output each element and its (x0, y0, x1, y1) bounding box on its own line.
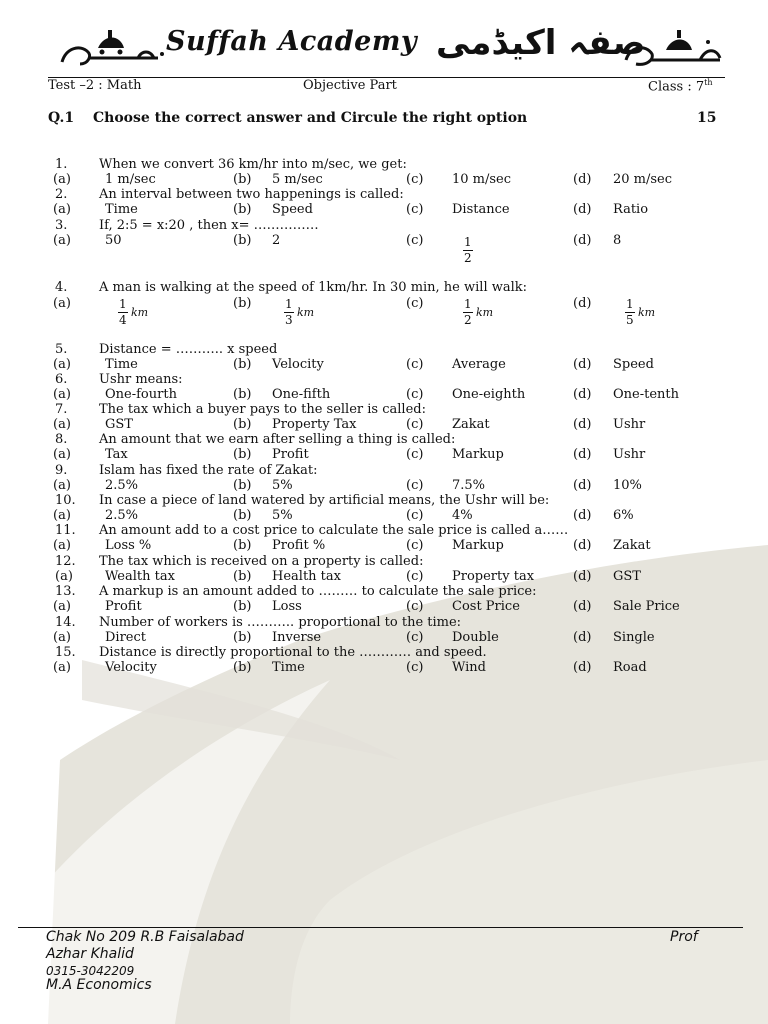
option-text: Profit % (272, 538, 326, 553)
question-number: 2. (55, 187, 68, 202)
class-superscript: th (704, 78, 713, 87)
question-number: 5. (55, 342, 68, 357)
option-text: Direct (105, 630, 146, 645)
question-number: 11. (55, 523, 76, 538)
option-text: One-fifth (272, 387, 331, 402)
question-number: 9. (55, 463, 68, 478)
question-number: 6. (55, 372, 68, 387)
question-number: 1. (55, 157, 68, 172)
option-label: (a) (53, 233, 71, 248)
option-text: Single (613, 630, 655, 645)
option-label: (b) (233, 417, 252, 432)
option-label: (c) (406, 417, 424, 432)
option-text: Property Tax (272, 417, 357, 432)
option-label: (d) (573, 387, 592, 402)
option-text: 2.5% (105, 478, 139, 493)
option-label: (b) (233, 478, 252, 493)
option-text: 1 m/sec (105, 172, 156, 187)
fraction-denominator: 4 (119, 313, 127, 327)
option-text: GST (613, 569, 641, 584)
option-label: (a) (53, 417, 71, 432)
option-label: (a) (53, 660, 71, 675)
option-text: Loss (272, 599, 302, 614)
option-label: (b) (233, 357, 252, 372)
option-label: (a) (53, 387, 71, 402)
question-text: Distance = ……….. x speed (99, 342, 278, 357)
fraction-numerator: 1 (464, 235, 472, 249)
option-text: Road (613, 660, 647, 675)
option-text: Loss % (105, 538, 152, 553)
option-text: Cost Price (452, 599, 520, 614)
option-label: (b) (233, 447, 252, 462)
question-text: Distance is directly proportional to the ………… and speed. (99, 645, 487, 660)
option-label: (d) (573, 447, 592, 462)
option-label: (c) (406, 508, 424, 523)
option-label: (b) (233, 538, 252, 553)
question-text: If, 2:5 = x:20 , then x= …………… (99, 218, 319, 233)
option-label: (c) (406, 233, 424, 248)
option-label: (b) (233, 630, 252, 645)
option-label: (c) (406, 387, 424, 402)
option-label: (d) (573, 357, 592, 372)
question-text: An amount add to a cost price to calculate the sale price is called a…… (99, 523, 569, 538)
section-marks: 15 (697, 110, 717, 126)
option-label: (d) (573, 233, 592, 248)
option-text: Time (105, 202, 138, 217)
option-text: One-tenth (613, 387, 680, 402)
option-text: 20 m/sec (613, 172, 673, 187)
option-label: (c) (406, 538, 424, 553)
option-label: (d) (573, 417, 592, 432)
option-label: (c) (406, 357, 424, 372)
option-text: Profit (272, 447, 309, 462)
footer-title: Prof (670, 929, 698, 945)
option-label: (b) (233, 233, 252, 248)
option-text: Velocity (105, 660, 157, 675)
question-text: An interval between two happenings is called: (99, 187, 404, 202)
option-label: (c) (406, 172, 424, 187)
option-label: (a) (53, 296, 71, 311)
test-label: Test –2 : Math (48, 78, 142, 93)
option-unit: km (131, 306, 149, 319)
option-label: (a) (53, 172, 71, 187)
fraction-numerator: 1 (119, 297, 127, 311)
option-text: Average (452, 357, 506, 372)
option-text: Time (105, 357, 138, 372)
fraction-numerator: 1 (464, 297, 472, 311)
section-number: Q.1 (48, 110, 75, 126)
question-text: When we convert 36 km/hr into m/sec, we get: (99, 157, 407, 172)
option-label: (c) (406, 478, 424, 493)
option-label: (c) (406, 630, 424, 645)
question-text: In case a piece of land watered by artificial means, the Ushr will be: (99, 493, 550, 508)
option-text: Zakat (452, 417, 490, 432)
option-label: (b) (233, 387, 252, 402)
option-text: Time (272, 660, 305, 675)
question-number: 13. (55, 584, 76, 599)
option-text: 5% (272, 478, 293, 493)
option-label: (b) (233, 202, 252, 217)
option-label: (d) (573, 478, 592, 493)
fraction-denominator: 5 (626, 313, 634, 327)
option-label: (c) (406, 599, 424, 614)
option-text: 5 m/sec (272, 172, 323, 187)
option-text: One-eighth (452, 387, 526, 402)
option-text: Markup (452, 447, 504, 462)
option-text: Ushr (613, 417, 646, 432)
option-text: Zakat (613, 538, 651, 553)
option-text: Profit (105, 599, 142, 614)
question-text: A man is walking at the speed of 1km/hr. In 30 min, he will walk: (99, 280, 528, 295)
option-label: (d) (573, 202, 592, 217)
option-fraction (462, 298, 474, 327)
option-label: (b) (233, 569, 252, 584)
option-text: Wealth tax (105, 569, 175, 584)
option-label: (a) (53, 202, 71, 217)
option-label: (a) (53, 508, 71, 523)
option-label: (c) (406, 296, 424, 311)
part-label: Objective Part (303, 78, 397, 93)
option-unit: km (297, 306, 315, 319)
option-text: Markup (452, 538, 504, 553)
option-label: (b) (233, 296, 252, 311)
option-label: (c) (406, 660, 424, 675)
question-number: 14. (55, 615, 76, 630)
question-number: 3. (55, 218, 68, 233)
academy-name: Suffah Academy (166, 26, 418, 57)
option-label: (c) (406, 569, 424, 584)
option-text: 8 (613, 233, 622, 248)
option-label: (d) (573, 569, 592, 584)
option-text: 2 (272, 233, 281, 248)
question-text: An amount that we earn after selling a thing is called: (99, 432, 456, 447)
option-label: (d) (573, 296, 592, 311)
option-text: Velocity (272, 357, 324, 372)
option-text: Inverse (272, 630, 322, 645)
option-fraction (283, 298, 295, 327)
option-label: (d) (573, 172, 592, 187)
option-fraction (462, 236, 474, 265)
option-text: 10% (613, 478, 642, 493)
footer-name: Azhar Khalid (46, 946, 134, 962)
option-label: (c) (406, 202, 424, 217)
option-text: Property tax (452, 569, 535, 584)
option-text: 4% (452, 508, 473, 523)
option-label: (a) (53, 357, 71, 372)
option-text: 50 (105, 233, 122, 248)
footer-degree: M.A Economics (46, 977, 152, 993)
option-label: (a) (53, 599, 71, 614)
option-label: (d) (573, 538, 592, 553)
question-number: 15. (55, 645, 76, 660)
option-label: (b) (233, 660, 252, 675)
option-label: (a) (53, 538, 71, 553)
question-text: Number of workers is ……….. proportional to the time: (99, 615, 462, 630)
question-text: Islam has fixed the rate of Zakat: (99, 463, 318, 478)
option-label: (d) (573, 660, 592, 675)
question-number: 8. (55, 432, 68, 447)
option-text: Double (452, 630, 499, 645)
option-label: (a) (53, 478, 71, 493)
option-label: (b) (233, 172, 252, 187)
option-unit: km (638, 306, 656, 319)
option-text: 2.5% (105, 508, 139, 523)
question-number: 7. (55, 402, 68, 417)
option-text: 5% (272, 508, 293, 523)
option-fraction (117, 298, 129, 327)
option-label: (b) (233, 599, 252, 614)
option-label: (a) (53, 630, 71, 645)
fraction-denominator: 3 (285, 313, 293, 327)
option-label: (c) (406, 447, 424, 462)
option-text: 7.5% (452, 478, 486, 493)
option-label: (d) (573, 630, 592, 645)
option-label: (d) (573, 508, 592, 523)
option-text: 6% (613, 508, 634, 523)
question-number: 12. (55, 554, 76, 569)
fraction-numerator: 1 (626, 297, 634, 311)
option-label: (a) (55, 569, 73, 584)
question-number: 4. (55, 280, 68, 295)
option-label: (a) (53, 447, 71, 462)
academy-name-urdu: صفہ اکیڈمی (436, 23, 646, 63)
footer-phone: 0315-3042209 (46, 964, 135, 978)
footer-address: Chak No 209 R.B Faisalabad (46, 929, 244, 945)
option-text: Speed (613, 357, 654, 372)
option-text: Sale Price (613, 599, 680, 614)
class-label: Class : 7th (648, 78, 713, 95)
question-text: The tax which a buyer pays to the seller is called: (99, 402, 426, 417)
section-instruction: Choose the correct answer and Circule the right option (93, 110, 528, 126)
option-text: GST (105, 417, 133, 432)
option-text: Ushr (613, 447, 646, 462)
option-text: Wind (452, 660, 486, 675)
option-text: Distance (452, 202, 510, 217)
fraction-denominator: 2 (464, 313, 472, 327)
footer-divider (18, 927, 743, 928)
question-text: A markup is an amount added to ……… to calculate the sale price: (99, 584, 537, 599)
option-text: Health tax (272, 569, 341, 584)
fraction-denominator: 2 (464, 251, 472, 265)
option-unit: km (476, 306, 494, 319)
question-text: Ushr means: (99, 372, 183, 387)
question-number: 10. (55, 493, 76, 508)
option-fraction (624, 298, 636, 327)
option-text: Ratio (613, 202, 649, 217)
option-text: Tax (105, 447, 128, 462)
option-label: (d) (573, 599, 592, 614)
option-text: Speed (272, 202, 313, 217)
option-text: One-fourth (105, 387, 177, 402)
option-label: (b) (233, 508, 252, 523)
option-text: 10 m/sec (452, 172, 512, 187)
fraction-numerator: 1 (285, 297, 293, 311)
question-text: The tax which is received on a property is called: (99, 554, 424, 569)
